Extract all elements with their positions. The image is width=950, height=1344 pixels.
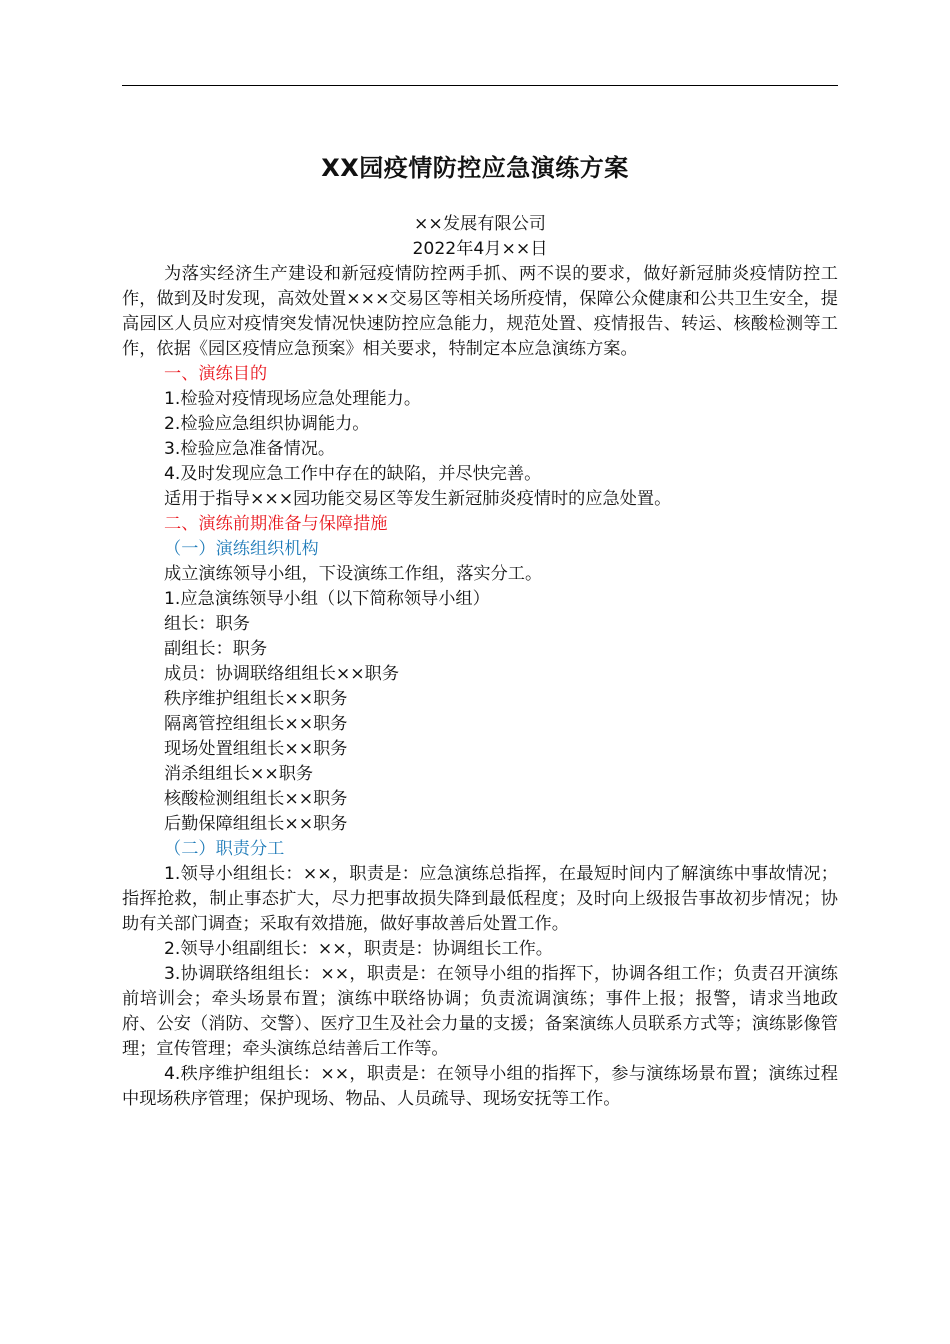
- duty-paragraph: 4.秩序维护组组长：××，职责是：在领导小组的指挥下，参与演练场景布置；演练过程中现场秩序管理；保护现场、物品、人员疏导、现场安抚等工作。: [122, 1064, 838, 1109]
- purpose-item: 1.检验对疫情现场应急处理能力。: [164, 389, 422, 409]
- intro-paragraph: 为落实经济生产建设和新冠疫情防控两手抓、两不误的要求，做好新冠肺炎疫情防控工作，做到及时发现，高效处置×××交易区等相关场所疫情，保障公众健康和公共卫生安全，提高园区人员应对疫情突发情况快速防控应急能力，规范处置、疫情报告、转运、核酸检测等工作，依据《园区疫情应急预案》相关要求，特制定本应急演练方案。: [122, 264, 838, 359]
- section-heading-preparation: 二、演练前期准备与保障措施: [164, 514, 388, 534]
- purpose-item: 3.检验应急准备情况。: [164, 439, 336, 459]
- organization-line: 现场处置组组长××职务: [164, 739, 348, 759]
- organization-line: 核酸检测组组长××职务: [164, 789, 348, 809]
- organization-line: 成立演练领导小组，下设演练工作组，落实分工。: [164, 564, 543, 584]
- duty-paragraph: 1.领导小组组长：××，职责是：应急演练总指挥，在最短时间内了解演练中事故情况；指挥抢救，制止事态扩大，尽力把事故损失降到最低程度；及时向上级报告事故初步情况；协助有关部门调查；采取有效措施，做好事故善后处置工作。: [122, 864, 838, 934]
- organization-line: 1.应急演练领导小组（以下简称领导小组）: [164, 589, 490, 609]
- duty-paragraph: 3.协调联络组组长：××，职责是：在领导小组的指挥下，协调各组工作；负责召开演练前培训会；牵头场景布置；演练中联络协调；负责流调演练；事件上报；报警，请求当地政府、公安（消防、交警）、医疗卫生及社会力量的支援；备案演练人员联系方式等；演练影像管理；宣传管理；牵头演练总结善后工作等。: [122, 964, 838, 1059]
- section-heading-purpose: 一、演练目的: [164, 364, 268, 384]
- organization-line: 消杀组组长××职务: [164, 764, 314, 784]
- document-body: [122, 212, 838, 1112]
- purpose-item: 2.检验应急组织协调能力。: [164, 414, 370, 434]
- scope-statement: 适用于指导×××园功能交易区等发生新冠肺炎疫情时的应急处置。: [164, 489, 672, 509]
- company-name: ××发展有限公司: [414, 214, 546, 234]
- document-date: 2022年4月××日: [412, 239, 548, 259]
- organization-line: 后勤保障组组长××职务: [164, 814, 348, 834]
- purpose-item: 4.及时发现应急工作中存在的缺陷，并尽快完善。: [164, 464, 542, 484]
- organization-line: 副组长：职务: [164, 639, 268, 659]
- subsection-heading-organization: （一）演练组织机构: [164, 539, 319, 559]
- organization-line: 组长：职务: [164, 614, 250, 634]
- header-rule: [122, 85, 838, 86]
- organization-line: 隔离管控组组长××职务: [164, 714, 348, 734]
- organization-line: 秩序维护组组长××职务: [164, 689, 348, 709]
- subsection-heading-duties: （二）职责分工: [164, 839, 285, 859]
- organization-line: 成员：协调联络组组长××职务: [164, 664, 400, 684]
- duty-paragraph: 2.领导小组副组长：××，职责是：协调组长工作。: [164, 939, 553, 959]
- document-title: XX园疫情防控应急演练方案: [321, 154, 629, 182]
